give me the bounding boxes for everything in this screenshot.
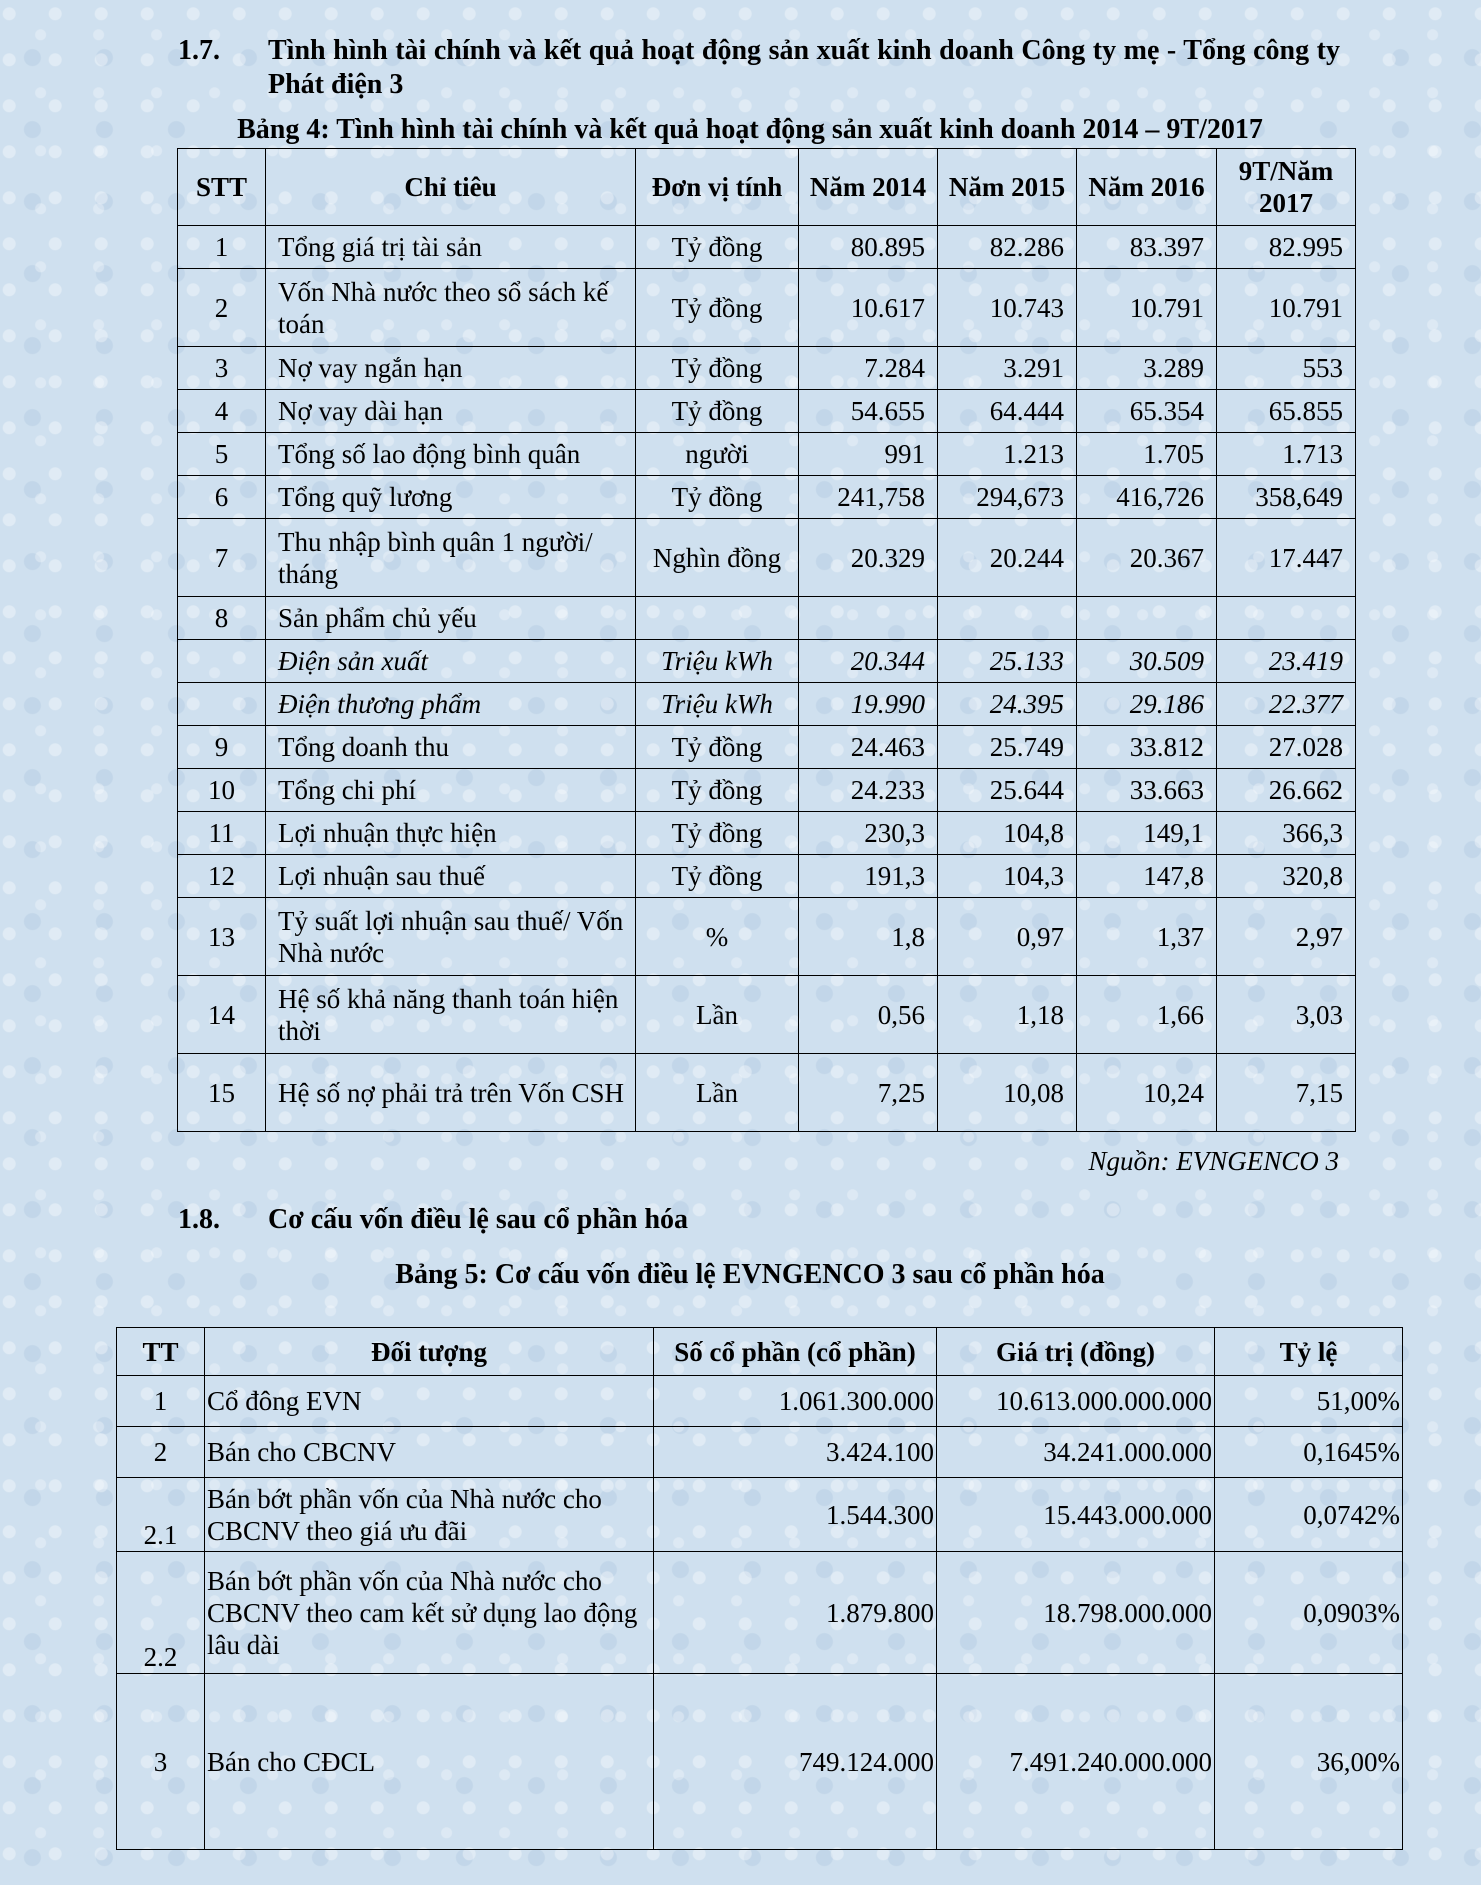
row-unit: Lần xyxy=(636,976,799,1054)
row-value-2014: 10.617 xyxy=(799,269,938,347)
row-value-2015: 20.244 xyxy=(938,519,1077,597)
row-value: 7.491.240.000.000 xyxy=(937,1674,1215,1850)
row-unit: người xyxy=(636,433,799,476)
row-unit: Tỷ đồng xyxy=(636,769,799,812)
row-stt: 8 xyxy=(178,597,266,640)
row-stt: 4 xyxy=(178,390,266,433)
row-value-2015: 25.133 xyxy=(938,640,1077,683)
row-value-9t2017: 27.028 xyxy=(1217,726,1356,769)
row-ratio: 0,0742% xyxy=(1215,1478,1403,1552)
row-unit: Tỷ đồng xyxy=(636,726,799,769)
row-value-2016: 33.812 xyxy=(1077,726,1217,769)
row-value-2015 xyxy=(938,597,1077,640)
row-stt: 12 xyxy=(178,855,266,898)
row-shares: 1.061.300.000 xyxy=(654,1376,937,1427)
row-value-2016: 147,8 xyxy=(1077,855,1217,898)
col-header-ratio: Tỷ lệ xyxy=(1215,1328,1403,1376)
row-stt: 14 xyxy=(178,976,266,1054)
row-ratio: 36,00% xyxy=(1215,1674,1403,1850)
source-note: Nguồn: EVNGENCO 3 xyxy=(1088,1146,1339,1176)
row-value-2015: 1.213 xyxy=(938,433,1077,476)
row-value: 10.613.000.000.000 xyxy=(937,1376,1215,1427)
row-value: 34.241.000.000 xyxy=(937,1427,1215,1478)
table-row xyxy=(178,433,1356,476)
row-unit: % xyxy=(636,898,799,976)
row-value-2014: 991 xyxy=(799,433,938,476)
row-indicator: Tổng giá trị tài sản xyxy=(266,226,636,269)
row-value-2015: 25.644 xyxy=(938,769,1077,812)
table-row xyxy=(117,1478,1403,1552)
row-value-2014: 20.329 xyxy=(799,519,938,597)
row-tt: 2 xyxy=(117,1427,205,1478)
row-value-2014: 24.463 xyxy=(799,726,938,769)
col-header-subject: Đối tượng xyxy=(205,1328,654,1376)
row-indicator: Lợi nhuận thực hiện xyxy=(266,812,636,855)
row-value-2016: 65.354 xyxy=(1077,390,1217,433)
row-value: 15.443.000.000 xyxy=(937,1478,1215,1552)
row-indicator: Tổng quỹ lương xyxy=(266,476,636,519)
col-header-tt: TT xyxy=(117,1328,205,1376)
row-value-2015: 64.444 xyxy=(938,390,1077,433)
row-tt: 3 xyxy=(117,1674,205,1850)
row-value-2016: 10.791 xyxy=(1077,269,1217,347)
row-value-2014: 19.990 xyxy=(799,683,938,726)
row-indicator: Tổng số lao động bình quân xyxy=(266,433,636,476)
row-stt xyxy=(178,640,266,683)
row-indicator: Điện sản xuất xyxy=(266,640,636,683)
col-header-2014: Năm 2014 xyxy=(799,149,938,226)
col-header-2015: Năm 2015 xyxy=(938,149,1077,226)
row-value-2015: 0,97 xyxy=(938,898,1077,976)
table-row xyxy=(117,1674,1403,1850)
row-value-9t2017: 3,03 xyxy=(1217,976,1356,1054)
row-value-9t2017: 17.447 xyxy=(1217,519,1356,597)
row-value-9t2017: 22.377 xyxy=(1217,683,1356,726)
row-value-2014 xyxy=(799,597,938,640)
table-caption: Bảng 4: Tình hình tài chính và kết quả hoạt động sản xuất kinh doanh 2014 – 9T/2017 xyxy=(237,114,1263,145)
row-value-2016: 10,24 xyxy=(1077,1054,1217,1132)
row-value-2014: 241,758 xyxy=(799,476,938,519)
table-row xyxy=(117,1427,1403,1478)
table-row xyxy=(178,812,1356,855)
row-value-2016: 30.509 xyxy=(1077,640,1217,683)
row-value-9t2017: 26.662 xyxy=(1217,769,1356,812)
row-shares: 1.544.300 xyxy=(654,1478,937,1552)
row-value-2016: 416,726 xyxy=(1077,476,1217,519)
row-stt: 3 xyxy=(178,347,266,390)
row-value-9t2017: 10.791 xyxy=(1217,269,1356,347)
table-row xyxy=(178,976,1356,1054)
row-unit: Tỷ đồng xyxy=(636,347,799,390)
table-row xyxy=(178,683,1356,726)
col-header-unit: Đơn vị tính xyxy=(636,149,799,226)
row-indicator: Tỷ suất lợi nhuận sau thuế/ Vốn Nhà nước xyxy=(266,898,636,976)
row-value-2016: 149,1 xyxy=(1077,812,1217,855)
table-row xyxy=(178,226,1356,269)
row-stt: 9 xyxy=(178,726,266,769)
row-unit: Triệu kWh xyxy=(636,640,799,683)
row-indicator: Tổng doanh thu xyxy=(266,726,636,769)
row-unit: Tỷ đồng xyxy=(636,269,799,347)
row-indicator: Hệ số nợ phải trả trên Vốn CSH xyxy=(266,1054,636,1132)
table-row xyxy=(117,1376,1403,1427)
row-stt: 6 xyxy=(178,476,266,519)
row-value-2014: 230,3 xyxy=(799,812,938,855)
table-caption: Bảng 5: Cơ cấu vốn điều lệ EVNGENCO 3 sau cổ phần hóa xyxy=(395,1259,1105,1290)
row-value-2014: 0,56 xyxy=(799,976,938,1054)
section-number: 1.7. xyxy=(178,35,220,66)
row-subject: Cổ đông EVN xyxy=(205,1376,654,1427)
row-stt: 13 xyxy=(178,898,266,976)
row-stt: 11 xyxy=(178,812,266,855)
table-row xyxy=(178,519,1356,597)
row-shares: 749.124.000 xyxy=(654,1674,937,1850)
row-value-2014: 1,8 xyxy=(799,898,938,976)
table-row xyxy=(117,1552,1403,1674)
row-stt: 7 xyxy=(178,519,266,597)
section-title: Tình hình tài chính và kết quả hoạt động sản xuất kinh doanh Công ty mẹ - Tổng công ty Phát điện 3 xyxy=(268,35,1340,100)
row-value-2016 xyxy=(1077,597,1217,640)
row-value: 18.798.000.000 xyxy=(937,1552,1215,1674)
row-value-2014: 191,3 xyxy=(799,855,938,898)
financial-table xyxy=(177,148,1356,1132)
row-subject: Bán cho CBCNV xyxy=(205,1427,654,1478)
row-value-2016: 1,66 xyxy=(1077,976,1217,1054)
row-ratio: 0,0903% xyxy=(1215,1552,1403,1674)
row-indicator: Nợ vay ngắn hạn xyxy=(266,347,636,390)
row-ratio: 51,00% xyxy=(1215,1376,1403,1427)
row-unit: Tỷ đồng xyxy=(636,812,799,855)
section-number: 1.8. xyxy=(178,1204,220,1235)
row-value-9t2017: 553 xyxy=(1217,347,1356,390)
row-value-9t2017: 1.713 xyxy=(1217,433,1356,476)
row-stt: 5 xyxy=(178,433,266,476)
row-value-9t2017: 65.855 xyxy=(1217,390,1356,433)
row-value-9t2017: 82.995 xyxy=(1217,226,1356,269)
row-value-2015: 10,08 xyxy=(938,1054,1077,1132)
row-unit: Tỷ đồng xyxy=(636,855,799,898)
row-value-2016: 3.289 xyxy=(1077,347,1217,390)
row-value-2014: 80.895 xyxy=(799,226,938,269)
row-subject: Bán bớt phần vốn của Nhà nước cho CBCNV theo cam kết sử dụng lao động lâu dài xyxy=(205,1552,654,1674)
row-tt: 2.1 xyxy=(117,1478,205,1552)
row-unit: Tỷ đồng xyxy=(636,390,799,433)
row-unit: Tỷ đồng xyxy=(636,476,799,519)
col-header-shares: Số cổ phần (cổ phần) xyxy=(654,1328,937,1376)
row-unit: Tỷ đồng xyxy=(636,226,799,269)
row-unit: Nghìn đồng xyxy=(636,519,799,597)
row-unit: Lần xyxy=(636,1054,799,1132)
table-row xyxy=(178,476,1356,519)
row-value-2015: 25.749 xyxy=(938,726,1077,769)
row-value-2016: 20.367 xyxy=(1077,519,1217,597)
row-indicator: Tổng chi phí xyxy=(266,769,636,812)
row-stt: 10 xyxy=(178,769,266,812)
row-indicator: Hệ số khả năng thanh toán hiện thời xyxy=(266,976,636,1054)
row-value-2014: 7,25 xyxy=(799,1054,938,1132)
col-header-stt: STT xyxy=(178,149,266,226)
row-unit xyxy=(636,597,799,640)
row-indicator: Lợi nhuận sau thuế xyxy=(266,855,636,898)
row-subject: Bán bớt phần vốn của Nhà nước cho CBCNV theo giá ưu đãi xyxy=(205,1478,654,1552)
row-value-2015: 294,673 xyxy=(938,476,1077,519)
row-tt: 2.2 xyxy=(117,1552,205,1674)
col-header-9t2017: 9T/Năm 2017 xyxy=(1217,149,1356,226)
row-value-2015: 104,3 xyxy=(938,855,1077,898)
table-row xyxy=(178,597,1356,640)
row-tt: 1 xyxy=(117,1376,205,1427)
row-value-2014: 54.655 xyxy=(799,390,938,433)
table-row xyxy=(178,390,1356,433)
row-value-2015: 104,8 xyxy=(938,812,1077,855)
row-value-2016: 29.186 xyxy=(1077,683,1217,726)
row-value-2015: 82.286 xyxy=(938,226,1077,269)
capital-structure-table xyxy=(116,1327,1403,1850)
row-value-2016: 83.397 xyxy=(1077,226,1217,269)
row-value-9t2017 xyxy=(1217,597,1356,640)
row-value-2014: 7.284 xyxy=(799,347,938,390)
table-row xyxy=(178,347,1356,390)
row-value-9t2017: 2,97 xyxy=(1217,898,1356,976)
table-row xyxy=(178,726,1356,769)
row-value-2015: 3.291 xyxy=(938,347,1077,390)
row-indicator: Sản phẩm chủ yếu xyxy=(266,597,636,640)
row-value-2015: 1,18 xyxy=(938,976,1077,1054)
row-stt: 1 xyxy=(178,226,266,269)
row-indicator: Nợ vay dài hạn xyxy=(266,390,636,433)
col-header-2016: Năm 2016 xyxy=(1077,149,1217,226)
row-value-9t2017: 7,15 xyxy=(1217,1054,1356,1132)
row-stt: 15 xyxy=(178,1054,266,1132)
table-row xyxy=(178,769,1356,812)
row-ratio: 0,1645% xyxy=(1215,1427,1403,1478)
table-row xyxy=(178,640,1356,683)
section-title: Cơ cấu vốn điều lệ sau cổ phần hóa xyxy=(268,1204,689,1235)
row-shares: 3.424.100 xyxy=(654,1427,937,1478)
col-header-indicator: Chỉ tiêu xyxy=(266,149,636,226)
row-value-2014: 24.233 xyxy=(799,769,938,812)
table-row xyxy=(178,855,1356,898)
col-header-value: Giá trị (đồng) xyxy=(937,1328,1215,1376)
row-value-9t2017: 358,649 xyxy=(1217,476,1356,519)
row-shares: 1.879.800 xyxy=(654,1552,937,1674)
row-value-2016: 1.705 xyxy=(1077,433,1217,476)
row-stt xyxy=(178,683,266,726)
row-value-9t2017: 320,8 xyxy=(1217,855,1356,898)
table-row xyxy=(178,269,1356,347)
table-row xyxy=(178,898,1356,976)
row-value-2015: 10.743 xyxy=(938,269,1077,347)
row-value-2014: 20.344 xyxy=(799,640,938,683)
table-row xyxy=(178,1054,1356,1132)
row-value-2016: 33.663 xyxy=(1077,769,1217,812)
row-indicator: Điện thương phẩm xyxy=(266,683,636,726)
row-value-2016: 1,37 xyxy=(1077,898,1217,976)
row-unit: Triệu kWh xyxy=(636,683,799,726)
row-value-9t2017: 23.419 xyxy=(1217,640,1356,683)
row-value-2015: 24.395 xyxy=(938,683,1077,726)
row-indicator: Vốn Nhà nước theo sổ sách kế toán xyxy=(266,269,636,347)
row-stt: 2 xyxy=(178,269,266,347)
row-indicator: Thu nhập bình quân 1 người/ tháng xyxy=(266,519,636,597)
row-value-9t2017: 366,3 xyxy=(1217,812,1356,855)
row-subject: Bán cho CĐCL xyxy=(205,1674,654,1850)
